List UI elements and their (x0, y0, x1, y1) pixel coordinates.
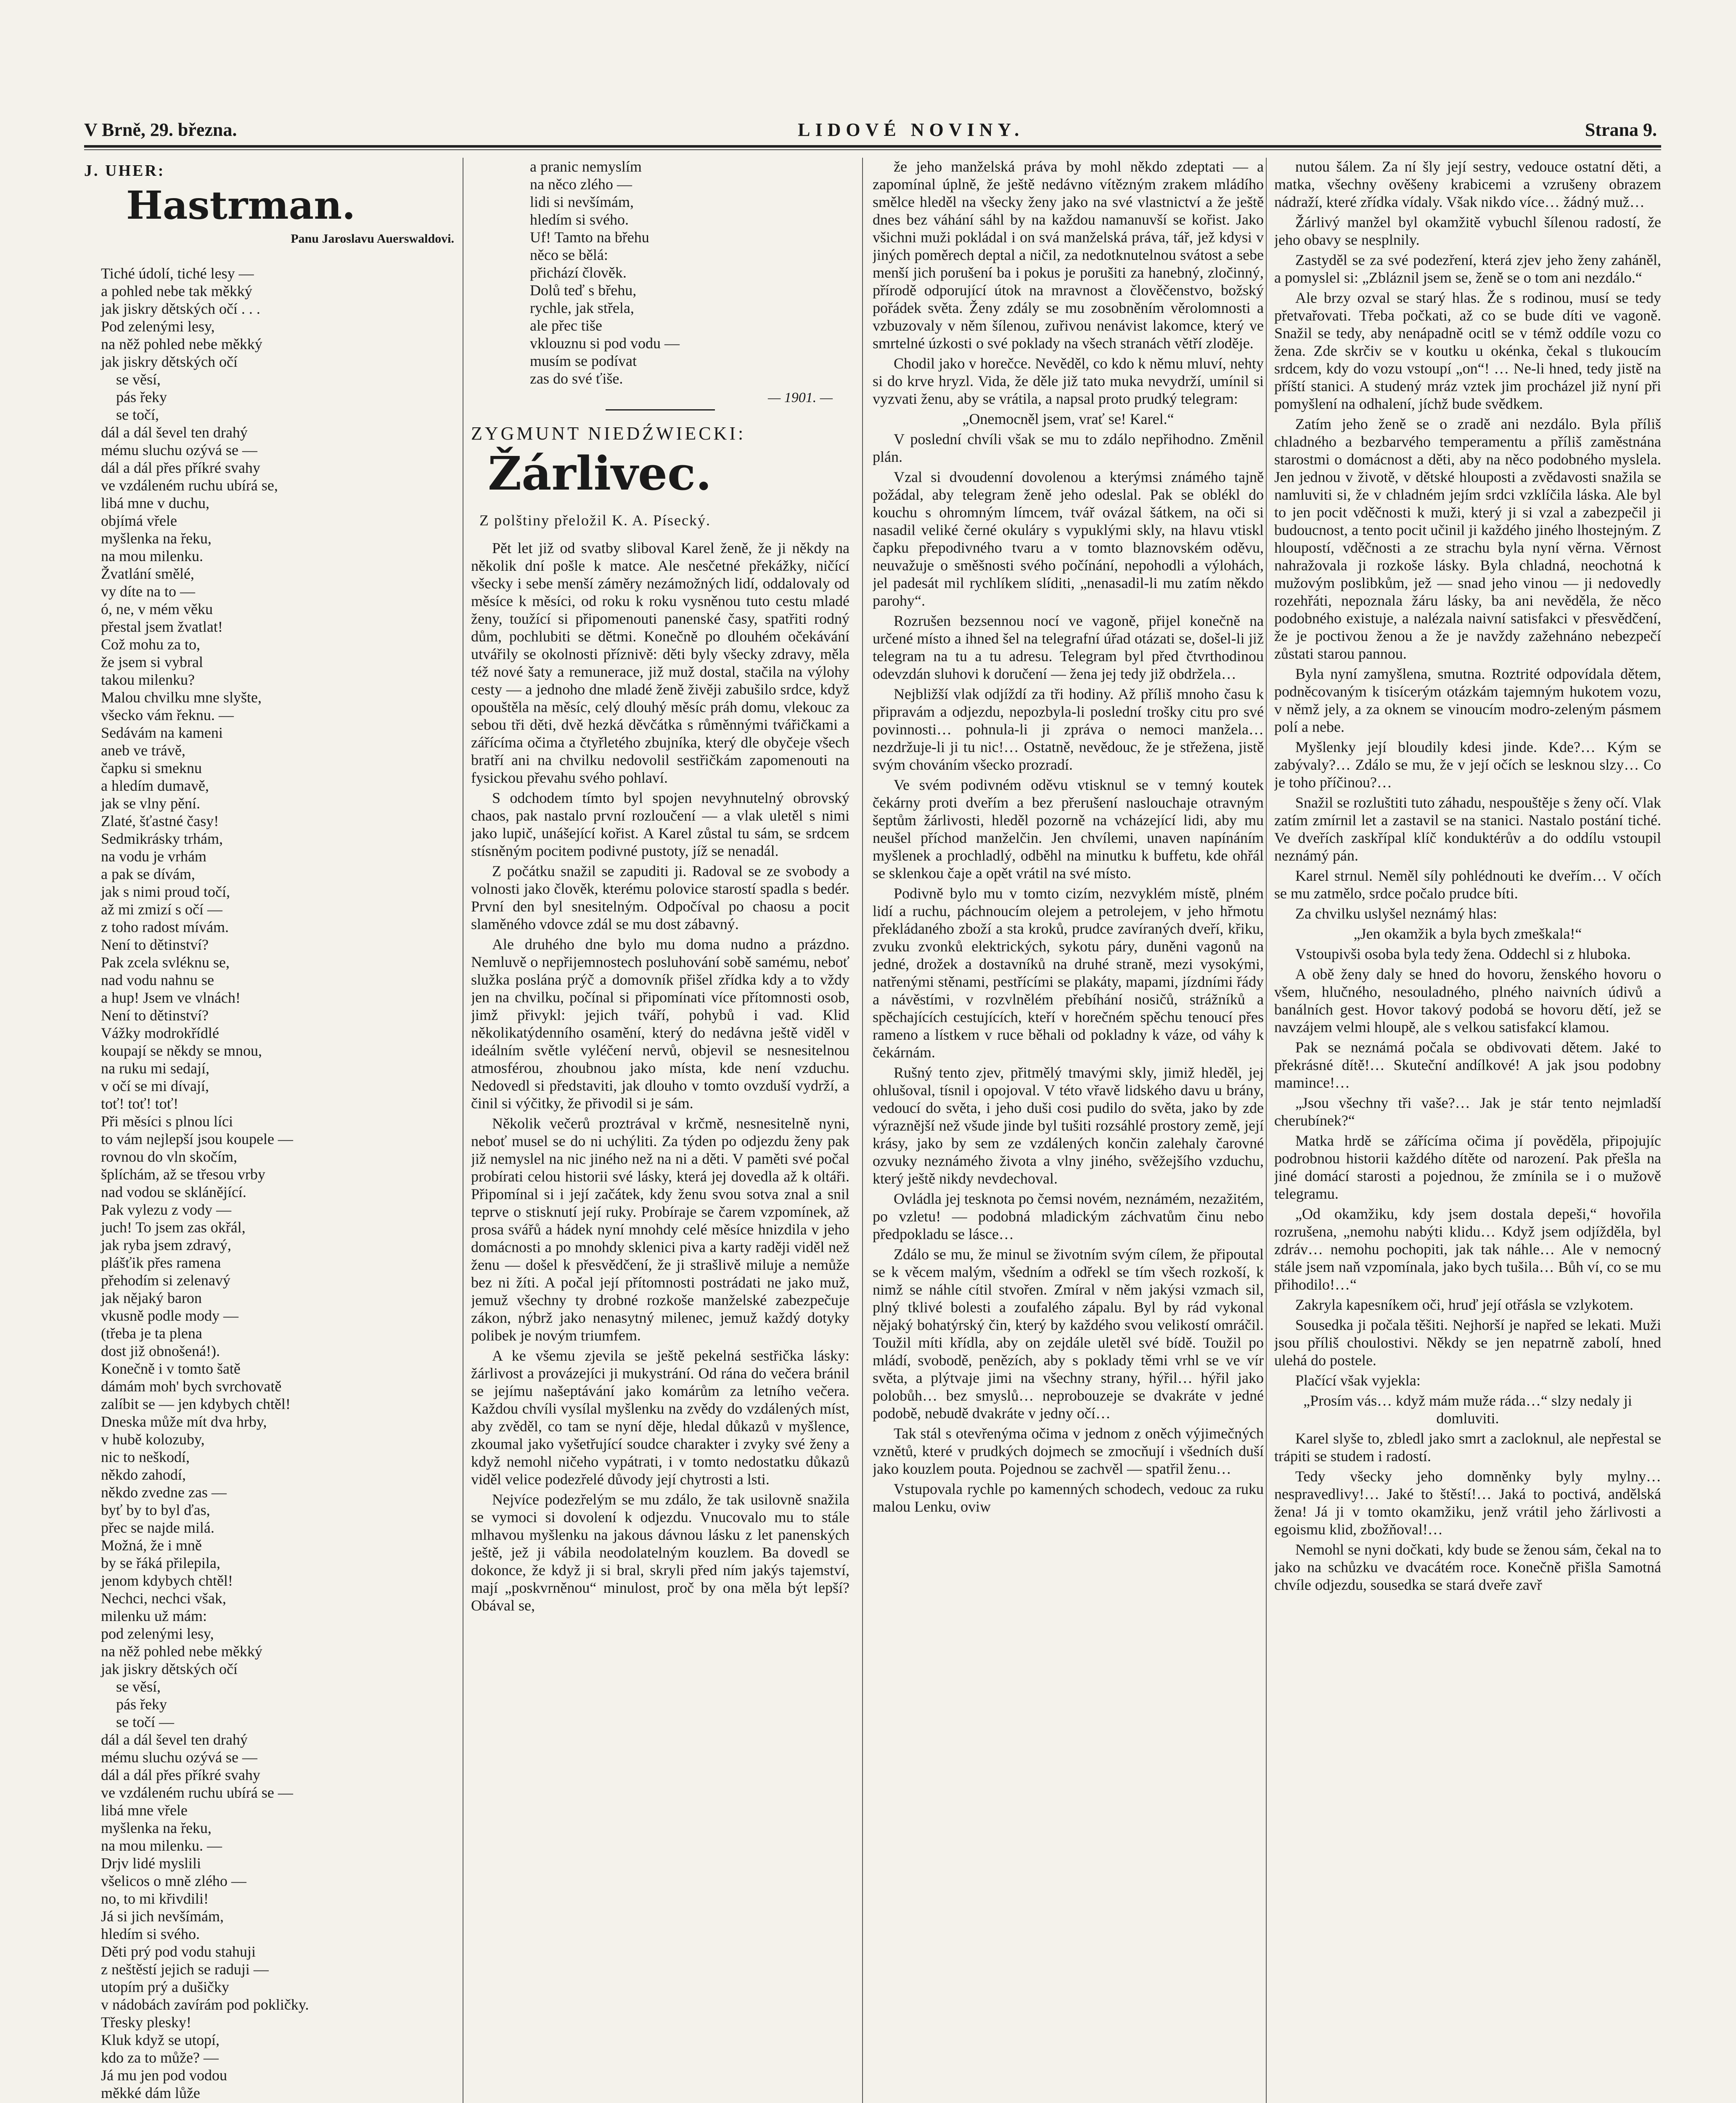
story-paragraph: Vstupovala rychle po kamenných schodech, vedouc za ruku malou Lenku, oviw (873, 1481, 1264, 1515)
story-paragraph: Podivně bylo mu v tomto cizím, nezvyklém místě, plném lidí a ruchu, páchnoucím olejem a petrolejem, v jeho hřmotu překládaného zboží a sta kroků, prudce zavíraných dveří, křiku, zvuku zvonků elektrických, sykotu páry, duněni vagonů na jedné, drožek a dostavníků na druhé straně, mezi vysokými, natřenými stěnami, pestřícími se plakáty, mapami, jízdními řády a návěstími, v rozvlnělém přebíhání nosičů, strážníků a spěchajících cestujících, kteří v horečném spěchu tenoucí přes rameno a lístkem v ruce běhali od pokladny k váze, od váhy k čekárnám. (873, 885, 1264, 1061)
poem-line: přestal jsem žvatlat! (101, 618, 223, 635)
poem-line: někdo zvedne zas — (101, 1484, 227, 1501)
poem-line: Dneska může mít dva hrby, (101, 1413, 267, 1430)
poem-line: z toho radost mívám. (101, 919, 229, 935)
poem-line: mému sluchu ozývá se — (101, 442, 257, 458)
section-divider (606, 409, 715, 411)
poem-line: milenku už mám: (101, 1608, 207, 1624)
poem-line: a pohled nebe tak měkký (101, 283, 252, 299)
poem-line: přec se najde milá. (101, 1519, 214, 1536)
story-paragraph: „Jsou všechny tři vaše?… Jak je stár tento nejmladší cherubínek?“ (1274, 1094, 1661, 1129)
poem-line: dál a dál přes příkré svahy (101, 459, 260, 476)
story-paragraph: Vstoupivši osoba byla tedy žena. Oddechl si z hluboka. (1295, 946, 1631, 962)
poem-line: jak ryba jsem zdravý, (101, 1237, 231, 1253)
poem-line: Pak zcela svléknu se, (101, 954, 230, 971)
poem-line: až mi zmizí s očí — (101, 901, 222, 918)
poem-line: zas do své ťiše. (530, 370, 623, 387)
poem-line: na něž pohled nebe měkký (101, 336, 262, 352)
story-paragraph: Plačící však vyjekla: (1295, 1372, 1421, 1389)
poem-line: Drjv lidé myslili (101, 1855, 201, 1872)
column-2 (471, 158, 849, 2103)
poem-line: Vážky modrokřídlé (101, 1025, 219, 1041)
story-paragraph: Zatím jeho ženě se o zradě ani nezdálo. Byla příliš chladného a bezbarvého temperamentu a příliš zaměstnána starostmi o domácnost a děti, aby na něco podobného myslela. Jen jednou v životě, v dětské hlouposti a zvědavosti snažila se namluviti si, že v chladném jejím srdci vzklíčila láska. Ale byl to jen pocit vděčnosti k muži, který ji si vzal a zabezpečil ji budoucnost, a tento pocit učinil ji každého jiného lhostejným. Z hloupostí, vděčnosti a ze strachu byla nyní věrna. Věrnost nahražovala ji rozkoše lásky. Byla chladná, neochotná k mužovým poslibkům, jež — snad jeho vinou — ji nedovedly rozehřáti, nepoznala žáru lásky, ba ani nevěděla, že něco podobného existuje, a nalézala naivní satisfakci v přesvědčení, že je poctivou ženou a že je navždy zažehnáno nebezpečí zůstati starou pannou. (1274, 416, 1661, 662)
story-paragraph: „Onemocněl jsem, vrať se! Karel.“ (962, 411, 1174, 427)
poem-line: Já si jich nevšímám, (101, 1908, 224, 1925)
story-paragraph: že jeho manželská práva by mohl někdo zdeptati — a zapomínal úplně, že ještě nedávno vítězným zrakem mládího smělce hleděl na všecky ženy jako na své vlastnictví a že ještě dnes bez váhání sáhl by na každou namanuvší se kořist. Jako všichni muži pokládal i on svá manželská práva, tář, jež kdysi v jiných poměrech deptal a ničil, za nedotknutelnou svátost a sebe menší jich porušení ba i pokus je porušiti za hanebný, zločinný, přírodě odporující útok na mravnost a člověčenstvo, božský pořádek světa. Ženy zdály se mu zosobněním věrolomnosti a vzbuzovaly v něm šílenou, zuřivou nenávist lakomce, který ve smrtelné úzkosti o své poklady na všech stranách větří zloděje. (873, 158, 1264, 352)
poem-line: kdo za to může? — (101, 2049, 219, 2066)
poem-line: jak jiskry dětských očí (101, 1661, 238, 1677)
poem-line: takou milenku? (101, 671, 195, 688)
story-paragraph: Žárlivý manžel byl okamžitě vybuchl šílenou radostí, že jeho obavy se nesplnily. (1274, 214, 1661, 248)
story-paragraph: Ovládla jej tesknota po čemsi novém, neznámém, nezažitém, po vzletu! — podobná mladickým záchvatům činu nebo předpokladu se lásce… (873, 1190, 1264, 1242)
poem-line: Malou chvilku mne slyšte, (101, 689, 262, 706)
poem-line: měkké dám lůže (101, 2084, 200, 2101)
poem-year: — 1901. — (768, 390, 833, 405)
poem-line: dál a dál ševel ten drahý (101, 424, 248, 441)
story-paragraph: Vzal si dvoudenní dovolenou a kterýmsi známého tajně požádal, aby telegram ženě jeho odeslal. Pak se oblékl do kouchu s ohromným límcem, tvář ovázal šátkem, na oči si nasadil veliké černé okuláry s vypuklými skly, na hlavu vtiskl čapku přepodivného tvaru a v tomto blaznovském oděvu, neuvažuje o směšnosti svého počínání, nepohodli a výlohách, jel padesát mil rychlíkem slíditi, „nenasadil-li mu zatím někdo parohy“. (873, 469, 1264, 609)
poem-line: a pranic nemyslím (530, 158, 642, 175)
story-paragraph: Ve svém podivném oděvu vtisknul se v temný koutek čekárny proti dveřím a bez přerušení naslouchaje otravným šeptům žárlivosti, hleděl pozorně na vcházející lidi, aby mu neušel příchod manželčin. Jen chvílemi, unaven napínáním myšlenek a prochladlý, odběhl na minutku k buffetu, kde ohřál se sklenkou čaje a opět vrátil na své místo. (873, 776, 1264, 882)
poem-continuation (530, 158, 849, 387)
poem-line: libá mne vřele (101, 1802, 188, 1819)
poem-line: jak jiskry dětských očí (101, 353, 238, 370)
story-paragraph: Byla nyní zamyšlena, smutna. Roztrité odpovídala dětem, podněcovaným k tisícerým otázkám tajemným hukotem vozu, v němž jely, a za oknem se vinoucím modro-zeleným pásmem polí a nebe. (1274, 665, 1661, 735)
poem-line: se věsí, (101, 371, 161, 388)
poem-line: na vodu je vrhám (101, 848, 206, 865)
page-header (84, 113, 1657, 146)
story-paragraph: Ale druhého dne bylo mu doma nudno a prázdno. Nemluvě o nepřijemnostech posluhování sobě samému, neboť služka poslána prýč a domovník přišel zřídka kdy a to vždy jen na chvilku, počínal si připomínati více přítomnosti osob, jimž přivykl: jejich tváří, pohybů i vad. Klid několikatýdenního osamění, který do nedávna ještě viděl v ideálním světle vyléčení nervů, objevil se nesnesitelnou atmosférou, zhoubnou jako místa, kde není vzduchu. Nedovedl si představiti, jak dlouho v tomto ovzduší vydrží, a činil si výčitky, že přivodil si je sám. (471, 936, 849, 1112)
story-paragraph: Tedy všecky jeho domněnky byly mylny… nespravedlivy!… Jaké to štěstí!… Jaká to poctivá, andělská žena! Já ji v tomto okamžiku, jenž vrátil jeho žárlivosti a egoismu klid, zbožňoval!… (1274, 1468, 1661, 1538)
poem-line: na ruku mi sedají, (101, 1060, 209, 1077)
poem-line: někdo zahodí, (101, 1466, 186, 1483)
poem-line: vy díte na to — (101, 583, 195, 600)
poem-line: Sedávám na kameni (101, 724, 223, 741)
poem-line: Žvatlání smělé, (101, 565, 194, 582)
poem-line: aneb ve trávě, (101, 742, 185, 759)
poem-line: přichází člověk. (530, 264, 627, 281)
story-paragraph: Nejvíce podezřelým se mu zdálo, že tak usilovně snažila se vymoci si dovolení k odjezdu. Vnucovalo mu to stále mlhavou myšlenku na jakous dávnou lásku z let panenských ještě, jež ji vábila neodolatelným kouzlem. Ba dovedl se dokonce, že když ji si bral, skryli před ním jakýs tajemství, mají „poskvrněnou“ minulost, proč by ona měla být lepší? Obával se, (471, 1491, 849, 1614)
story-paragraph: Pak se neznámá počala se obdivovati dětem. Jaké to překrásné dítě!… Skuteční andílkové! A jak jsou podobny mamince!… (1274, 1039, 1661, 1091)
poem-line: se točí — (101, 1714, 174, 1730)
poem-line: Sedmikrásky trhám, (101, 830, 223, 847)
story-paragraph: S odchodem tímto byl spojen nevyhnutelný obrovský chaos, pak nastalo první rozloučení — a vlak uletěl s nimi jako lupič, unášející kořist. A Karel zůstal tu sám, se srdcem stísněným pocitem podivné pustoty, jíž se nenadál. (471, 789, 849, 859)
poem-line: myšlenka na řeku, (101, 1820, 212, 1836)
poem-line: hledím si svého. (101, 1926, 200, 1942)
story-paragraph: „Od okamžiku, kdy jsem dostala depeši,“ hovořila rozrušena, „nemohu nabýti klidu… Když jsem odjížděla, byl zdráv… nemohu pochopiti, jak tak náhle… Ale v nemocný stále jsem naň vzpomínala, jako bych tušila… Bůh ví, co se mu přihodilo!…“ (1274, 1205, 1661, 1293)
poem-line: no, to mi křivdili! (101, 1890, 209, 1907)
story-paragraph: Karel strnul. Neměl síly pohlédnouti ke dveřím… V očích se mu zatmělo, srdce počalo prudce bíti. (1274, 867, 1661, 902)
story-paragraph: Rušný tento zjev, přitmělý tmavými skly, jimiž hleděl, jej ohlušoval, tísnil i opojoval. V této vřavě lidského davu u brány, vedoucí do světa, i jeho duši cosi pudilo do světa, jako by zde výraznější než všude jinde byl tušiti rozsáhlé prostory země, její krásy, jako by sem ze vzdálených končin zalehaly čarovné ozvuky neznámého života a vlny jiného, svěžejšího vzduchu, který ještě nikdy nevdechoval. (873, 1064, 1264, 1187)
poem-line: Tiché údolí, tiché lesy — (101, 265, 254, 282)
column-3 (873, 158, 1264, 2103)
poem-line: pás řeky (101, 1696, 167, 1713)
poem-line: rovnou do vln skočím, (101, 1148, 237, 1165)
poem-line: všelicos o mně zlého — (101, 1873, 246, 1889)
poem-line: Uf! Tamto na břehu (530, 229, 649, 246)
story-paragraph: Za chvilku uslyšel neznámý hlas: (1295, 905, 1497, 922)
poem-line: Není to dětinství? (101, 1007, 209, 1024)
poem-line: myšlenka na řeku, (101, 530, 212, 547)
poem-line: nic to neškodí, (101, 1449, 190, 1465)
poem-line: jak nějaký baron (101, 1290, 202, 1306)
story-paragraph: V poslední chvíli však se mu to zdálo nepřihodno. Změnil plán. (873, 431, 1264, 465)
poem-line: musím se podívat (530, 352, 637, 369)
story-body-col2 (471, 539, 849, 1614)
poem-line: že jsem si vybral (101, 654, 203, 670)
poem-line: na něž pohled nebe měkký (101, 1643, 262, 1660)
story-paragraph: Myšlenky její bloudily kdesi jinde. Kde?… Kým se zabývaly?… Zdálo se mu, že v její očích se lesknou slzy… Co je toho příčinou?… (1274, 739, 1661, 791)
poem-line: mému sluchu ozývá se — (101, 1749, 257, 1766)
story-paragraph: Snažil se rozluštiti tuto záhadu, nespouštěje s ženy očí. Vlak zatím zmírnil let a zastavil se na stanici. Nastalo postání tiché. Ve dveřích zaskřípal klíč konduktérův a do oddílu vstoupil neznámý pán. (1274, 794, 1661, 864)
poem-line: to vám nejlepší jsou koupele — (101, 1131, 293, 1147)
poem-line: Třesky plesky! (101, 2014, 191, 2031)
poem-line: v očí se mi dívají, (101, 1078, 209, 1094)
poem-line: něco se bělá: (530, 246, 608, 263)
poem-line: dál a dál přes příkré svahy (101, 1767, 260, 1783)
poem-line: na něco zlého — (530, 176, 632, 193)
poem-line: vkusně podle mody — (101, 1307, 238, 1324)
story-paragraph: nutou šálem. Za ní šly její sestry, vedouce ostatní děti, a matka, všechny ověšeny krabicemi a vzrušeny obrazem nádraží, které zřídka vídaly. Však nikdo více… žádný muž… (1274, 158, 1661, 210)
poem-line: Já mu jen pod vodou (101, 2067, 227, 2084)
poem-line: by se řáká přilepila, (101, 1555, 220, 1571)
poem-line: na mou milenku. — (101, 1837, 222, 1854)
poem-line: ve vzdáleném ruchu ubírá se, (101, 477, 278, 494)
story-paragraph: Matka hrdě se zářícíma očima jí pověděla, připojujíc podrobnou historii každého dítěte od narození. Pak přešla na jiné domácí starosti a pojednou, že zmínila se i o mužově telegramu. (1274, 1132, 1661, 1202)
story-paragraph: Ale brzy ozval se starý hlas. Že s rodinou, musí se tedy přetvařovati. Třeba počkati, až co se bude díti ve vagoně. Snažil se tedy, aby nenápadně ocitl se v témž oddíle vozu co žena. Zde skrčiv se v koutku u okénka, čekal s tlukoucím srdcem, kdy do vozu vstoupí „on“! … Ne-li hned, tedy jistě na příští stanici. A studený mráz vztek jim procházel již nyní při pomyšlení na odhalení, jíchž bude svědkem. (1274, 289, 1661, 412)
poem-line: plášťik přes ramena (101, 1254, 221, 1271)
poem-line: hledím si svého. (530, 211, 629, 228)
poem-line: přehodím si zelenavý (101, 1272, 230, 1289)
story-paragraph: Tak stál s otevřenýma očima v jednom z oněch výjimečných vznětů, které v prudkých dojmech se zmocňují i všedních duší jako kouzlem pouta. Pojednou se zachvěl — spatřil ženu… (873, 1425, 1264, 1477)
poem-line: (třeba je ta plena (101, 1325, 202, 1342)
story-paragraph: Nemohl se nyni dočkati, kdy bude se ženou sám, čekal na to jako na schůzku ve dvacátém roce. Konečně přišla Samotná chvíle odjezdu, sousedka se stará dveře zavř (1274, 1541, 1661, 1593)
page-number: Strana 9. (1585, 119, 1657, 140)
story-translator: Z polštiny přeložil K. A. Písecký. (479, 512, 711, 529)
story-paragraph: Pět let již od svatby sliboval Karel ženě, že ji někdy na několik dní pošle k matce. Ale nesčetné překážky, ničící všecky i sebe menší záměry nezámožných lidí, oddalovaly od měsíce k měsíci, od roku k roku vysněnou tuto cestu mladé ženy, toužící si připomenouti panenské časy, spatřiti rodný dům, pochlubiti se dětmi. Konečně po dlouhém očekávání utvářily se okolnosti příznivě: děti byly všecky zdravy, měla též nové šaty a remunerace, již muž dostal, stačila na výlohy cesty — a jednoho dne mladé ženě živěji zabušilo srdce, když opouštěla na měsíc, celý dlouhý měsíc práh domu, vlekouc za sebou tři děti, dvě hezká děvčátka s růměnnými tvářičkami a zářícíma očima a čtyřletého zbujníka, který dle obyčeje všech bratří ani na chvilku nedovolil sestřičkám zapomenouti na fysickou převahu svého pohlaví. (471, 540, 849, 786)
poem-line: Není to dětinství? (101, 936, 209, 953)
story-paragraph: „Jen okamžik a byla bych zmeškala!“ (1353, 925, 1582, 942)
poem-line: byť by to byl ďas, (101, 1502, 210, 1518)
poem-line: na mou milenku. (101, 548, 203, 564)
poem-line: Nechci, nechci však, (101, 1590, 226, 1607)
poem-line: ó, ne, v mém věku (101, 601, 213, 617)
poem-line: lidi si nevšímám, (530, 193, 634, 210)
story-paragraph: Zdálo se mu, že minul se životním svým cílem, že připoutal se k věcem malým, všedním a odřekl se tím všech rozkoší, k nimž se náhle cítil stvořen. Zmíral v něm jakýsi vzmach sil, plný tklivé bolesti a zoufalého zápalu. Byl by rád vykonal nějaký bohatýrský čin, který by každého svou velikostí omráčil. Toužil míti křídla, aby on zejdále uletěl své bídě. Toužil po mládí, svobodě, penězích, aby s poklady těmi vrhl se ve vír světa, a plýtvaje jimi na všechny strany, hýřil… hýřil jako polobůh… bez smyslů… neprobouzeje se dvakráte v jedné podobě, nebudě dvakráte v jedny očí… (873, 1246, 1264, 1422)
poem-line: Pod zelenými lesy, (101, 318, 215, 335)
story-paragraph: Chodil jako v horečce. Nevěděl, co kdo k němu mluví, nehty si do krve hryzl. Vida, že děle již tato muka nevydrží, umínil si vyzvati ženu, aby se vrátila, a napsal proto prudký telegram: (873, 355, 1264, 407)
column-separator (1266, 158, 1267, 2103)
poem-line: se točí, (101, 406, 159, 423)
poem-line: ale přec tiše (530, 317, 602, 334)
poem-line: Kluk když se utopí, (101, 2031, 220, 2048)
poem-line: koupají se někdy se mnou, (101, 1042, 262, 1059)
story-paragraph: Rozrušen bezsennou nocí ve vagoně, přijel konečně na určené místo a ihned šel na telegrafní úřad otázati se, došel-li již telegram na tu a tu adresu. Telegram byl před čtvrthodinou odevzdán sluhovi k doručení — žena jej tedy již obdržela… (873, 612, 1264, 682)
poem-line: dost již obnošená!). (101, 1343, 220, 1359)
poem-line: Možná, že i mně (101, 1537, 202, 1554)
poem-dedication: Panu Jaroslavu Auerswaldovi. (291, 232, 454, 246)
poem-line: Děti prý pod vodu stahuji (101, 1943, 256, 1960)
poem-line: a hledím dumavě, (101, 777, 209, 794)
header-rule-thin (84, 149, 1661, 150)
poem-line: pás řeky (101, 389, 167, 405)
poem-line: z neštěstí jejich se raduji — (101, 1961, 269, 1978)
poem-line: Při měsíci s plnou líci (101, 1113, 233, 1130)
poem-line: objímá vřele (101, 512, 177, 529)
story-title: Žárlivec. (488, 446, 712, 501)
poem-line: se věsí, (101, 1678, 161, 1695)
story-paragraph: A obě ženy daly se hned do hovoru, ženského hovoru o všem, hlučného, nesouladného, plného naivních údivů a banálních gest. Hovor takový podobá se hovoru dětí, jež se navzájem velmi hloupě, ale s velkou satisfakcí klamou. (1274, 966, 1661, 1036)
poem-line: a hup! Jsem ve vlnách! (101, 989, 241, 1006)
poem-line: nad vodu nahnu se (101, 972, 214, 988)
poem-line: v nádobách zavírám pod pokličky. (101, 1996, 309, 2013)
poem-line: Dolů teď s břehu, (530, 282, 637, 299)
poem-line: nad vodou se sklánějící. (101, 1184, 246, 1200)
poem-body (101, 265, 454, 2102)
poem-line: jak s nimi proud točí, (101, 883, 230, 900)
poem-line: šplíchám, až se třesou vrby (101, 1166, 265, 1183)
poem-line: Což mohu za to, (101, 636, 200, 653)
header-date: V Brně, 29. března. (84, 119, 237, 140)
poem-title: Hastrman. (126, 183, 356, 228)
story-paragraph: Několik večerů proztrával v krčmě, nesnesitelně nyni, neboť musel se do ni uchýliti. Za týden po odjezdu ženy pak již nemyslel na nic jiného než na ni a děti. V paměti své počal probírati celou historii své lásky, která jej dovedla až k oltáři. Připomínal si i její začátek, kdy ženu svou sotva znal a snil teprve o stisknutí její ruky. Probíraje se čarem vzpomínek, až prosa svářů a hádek nyní mnohdy celé měsíce hnizdila v jeho domácnosti a po mnohdy sklenici piva a karty raději viděl než ženu — došel k přesvědčení, že ji strašlivě miluje a nemůže bez ni žíti. A počal její přítomnosti postrádati ne jako muž, jemuž všechny ty drobné rozkoše manželské zabezpečuje zákon, nýbrž jako nenasytný milenec, jemuž každý dotyky polibek je novým triumfem. (471, 1115, 849, 1344)
column-4 (1274, 158, 1661, 2103)
poem-line: libá mne v duchu, (101, 495, 209, 511)
poem-line: všecko vám řeknu. — (101, 707, 234, 723)
poem-line: utopím prý a dušičky (101, 1979, 229, 1995)
poem-line: Zlaté, šťastné časy! (101, 813, 219, 829)
newspaper-name: LIDOVÉ NOVINY. (798, 119, 1024, 140)
poem-line: v hubě kolozuby, (101, 1431, 205, 1448)
story-paragraph: Zakryla kapesníkem oči, hruď její otřásla se vzlykotem. (1295, 1296, 1634, 1313)
poem-line: jak se vlny pění. (101, 795, 200, 812)
story-paragraph: A ke všemu zjevila se ještě pekelná sestřička lásky: žárlivost a provázejíci ji mukystrání. Od rána do večera bránil se jejímu našeptávání jako komárům za letního večera. Každou chvíli vysílal myšlenku na zvědy do vzdálených míst, aby zvěděl, co tam se nyní děje, hledal důkazů v myšlence, zkoumal jako vyšetřující soudce charakter i zvyky své ženy a když nemohl ničeho vypátrati, i v tomto nedostatku důkazů viděl velice podezřelé důvody její chytrosti a lsti. (471, 1347, 849, 1488)
poem-line: jak jiskry dětských očí . . . (101, 300, 260, 317)
poem-author: J. UHER: (84, 162, 165, 180)
column-1 (84, 158, 454, 2103)
poem-line: čapku si smeknu (101, 760, 202, 776)
story-paragraph: Nejbližší vlak odjíždí za tři hodiny. Až příliš mnoho času k připravám a odjezdu, nepozbyla-li poslední trošky citu pro své povinnosti… pohnula-li ji zpráva o nemoci manžela… nezdržuje-li ji tu nic!… Ostatně, nevědouc, že je střežena, jistě svým chováním všecko prozradí. (873, 686, 1264, 773)
story-paragraph: Karel slyše to, zbledl jako smrt a zacloknul, ale nepřestal se trápiti se studem i radostí. (1274, 1430, 1661, 1465)
story-paragraph: Sousedka ji počala těšiti. Nejhorší je napřed se lekati. Muži jsou příliš choulostivi. Někdy se jen nepatrně zabolí, hned ulehá do postele. (1274, 1316, 1661, 1369)
poem-line: pod zelenými lesy, (101, 1625, 214, 1642)
poem-line: Pak vylezu z vody — (101, 1201, 231, 1218)
poem-line: ve vzdáleném ruchu ubírá se — (101, 1784, 293, 1801)
poem-line: toť! toť! toť! (101, 1095, 179, 1112)
poem-line: dál a dál ševel ten drahý (101, 1731, 248, 1748)
poem-line: Konečně i v tomto šatě (101, 1360, 241, 1377)
poem-line: jenom kdybych chtěl! (101, 1572, 233, 1589)
story-paragraph: „Prosím vás… když mám muže ráda…“ slzy nedaly ji domluviti. (1303, 1392, 1632, 1427)
poem-line: dámám moh' bych svrchovatě (101, 1378, 282, 1395)
poem-line: zalíbit se — jen kdybych chtěl! (101, 1396, 291, 1412)
column-separator (862, 158, 863, 2103)
header-rule (84, 145, 1661, 148)
poem-line: vklouznu si pod vodu — (530, 335, 680, 352)
poem-line: a pak se dívám, (101, 866, 195, 882)
poem-line: rychle, jak střela, (530, 299, 634, 316)
story-paragraph: Z počátku snažil se zapuditi ji. Radoval se ze svobody a volnosti jako člověk, kterému polovice starostí spadla s bedér. První den byl snesitelným. Odpočíval po chaosu a pocit slaměného vdovce zdál se mu dost zábavný. (471, 863, 849, 932)
poem-line: juch! To jsem zas okřál, (101, 1219, 246, 1236)
story-paragraph: Zastyděl se za své podezření, která zjev jeho ženy zaháněl, a pomyslel si: „Zbláznil jsem se, ženě se o tom ani nezdálo.“ (1274, 252, 1661, 286)
story-author: ZYGMUNT NIEDŹWIECKI: (471, 423, 746, 444)
